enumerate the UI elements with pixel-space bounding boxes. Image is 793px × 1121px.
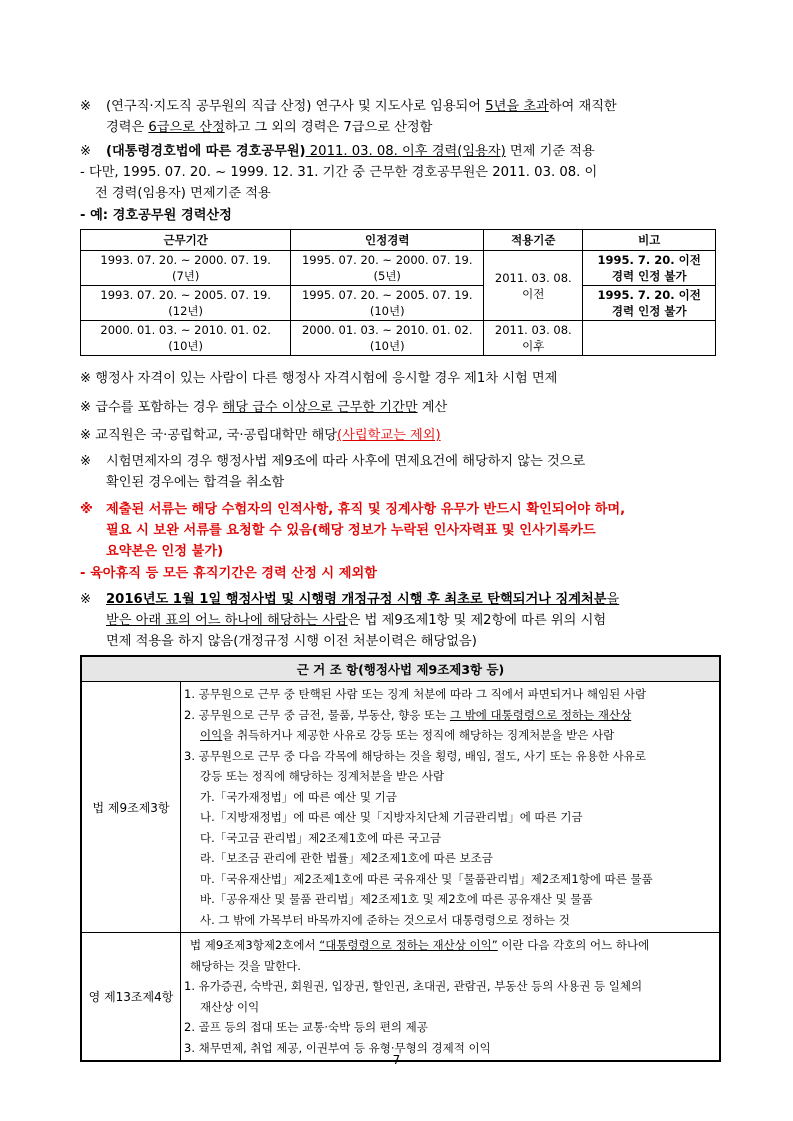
list-item-continued: 이익을 취득하거나 제공한 사유로 강등 또는 정직에 해당하는 징계처분을 받은 사람 [200,728,615,742]
period-cell: 2000. 01. 03. ~ 2010. 01. 02. (10년) [81,321,291,356]
note-leave-excluded: - 육아휴직 등 모든 휴직기간은 경력 산정 시 제외함 [80,566,377,581]
recognized-cell: 2000. 01. 03. ~ 2010. 01. 02. (10년) [291,321,484,356]
sub-item: 나.「지방재정법」에 따른 예산 및「지방자치단체 기금관리법」에 따른 기금 [200,810,583,824]
column-header: 인정경력 [291,230,484,251]
decree-article-label: 영 제13조제4항 [81,933,181,1062]
list-item: 3. 공무원으로 근무 중 다음 각목에 해당하는 것을 횡령, 배임, 절도, 사기 또는 유용한 사유로 [184,748,646,763]
note-researcher-grade: ※ (연구직·지도직 공무원의 직급 산정) 연구사 및 지도사로 임용되어 5년을 초과하여 재직한 경력은 6급으로 산정하고 그 외의 경력은 7급으로 산정함 [80,96,720,138]
note-pass-cancel: ※ 시험면제자의 경우 행정사법 제9조에 따라 사후에 면제요건에 해당하지 않는 것으로 확인된 경우에는 합격을 취소함 [80,451,720,493]
reference-mark: ※ [80,144,92,159]
list-item: 2. 골프 등의 접대 또는 교통·숙박 등의 편의 제공 [184,1020,428,1034]
note-security-officer: ※ (대통령경호법에 따른 경호공무원) 2011. 03. 08. 이후 경력(임용자) 면제 기준 적용 [80,141,720,162]
sub-item: 바.「공유재산 및 물품 관리법」제2조제1호 및 제2호에 따른 공유재산 및 물품 [200,892,593,906]
table-row [81,682,720,933]
example-title: - 예: 경호공무원 경력산정 [80,208,232,223]
decree-article-content [181,933,721,1062]
reference-mark: ※ [80,502,93,517]
remark-cell: 1995. 7. 20. 이전 경력 인정 불가 [583,251,716,286]
table-row [81,251,716,286]
sub-item: 다.「국고금 관리법」제2조제1호에 따른 국고금 [200,830,442,845]
list-item-continued: 재산상 이익 [200,999,260,1014]
column-header: 적용기준 [484,230,583,251]
note-security-exception-1: - 다만, 1995. 07. 20. ~ 1999. 12. 31. 기간 중 근무한 경호공무원은 2011. 03. 08. 이 [80,165,598,180]
table-header-row [81,230,716,251]
career-example-table [80,229,716,356]
period-cell: 1993. 07. 20. ~ 2000. 07. 19. (7년) [81,251,291,286]
period-cell: 1993. 07. 20. ~ 2005. 07. 19. (12년) [81,286,291,321]
list-item: 2. 공무원으로 근무 중 금전, 물품, 부동산, 향응 또는 그 밖에 대통령령으로 정하는 재산상 [184,707,632,722]
sub-item: 라.「보조금 관리에 관한 법률」제2조제1호에 따른 보조금 [200,851,493,865]
legal-basis-table [80,655,721,1062]
list-item: 1. 유가증권, 숙박권, 회원권, 입장권, 할인권, 초대권, 관람권, 부동산 등의 사용권 등 일체의 [184,979,643,993]
note-school-staff: ※ 교직원은 국·공립학교, 국·공립대학만 해당(사립학교는 제외) [80,428,441,443]
legal-basis-header: 근 거 조 항(행정사법 제9조제3항 등) [81,656,720,682]
sub-item: 가.「국가재정법」에 따른 예산 및 기금 [200,789,397,804]
law-article-label: 법 제9조제3항 [81,682,181,933]
table-row [81,933,720,1062]
list-item: 3. 채무면제, 취업 제공, 이권부여 등 유형·무형의 경제적 이익 [184,1040,491,1055]
decree-intro: 해당하는 것을 말한다. [190,958,301,973]
sub-item: 마.「국유재산법」제2조제1호에 따른 국유재산 및「물품관리법」제2조제1항에 따른 물품 [200,871,653,886]
standard-cell: 2011. 03. 08. 이후 [484,321,583,356]
table-row [81,286,716,321]
reference-mark: ※ [80,454,92,469]
note-grade-period: ※ 급수를 포함하는 경우 해당 급수 이상으로 근무한 기간만 계산 [80,400,448,415]
remark-cell: 1995. 7. 20. 이전 경력 인정 불가 [583,286,716,321]
column-header: 비고 [583,230,716,251]
remark-cell [583,321,716,356]
recognized-cell: 1995. 07. 20. ~ 2000. 07. 19. (5년) [291,251,484,286]
standard-cell: 2011. 03. 08. 이전 [484,251,583,321]
sub-item: 사. 그 밖에 가목부터 바목까지에 준하는 것으로서 대통령령으로 정하는 것 [200,912,570,927]
decree-intro: 법 제9조제3항제2호에서 “대통령령으로 정하는 재산상 이익” 이란 다음 각호의 어느 하나에 [190,938,650,952]
note-admin-exam-exemption: ※ 행정사 자격이 있는 사람이 다른 행정사 자격시험에 응시할 경우 제1차 시험 면제 [80,371,558,386]
column-header: 근무기간 [81,230,291,251]
recognized-cell: 1995. 07. 20. ~ 2005. 07. 19. (10년) [291,286,484,321]
list-item-continued: 강등 또는 정직에 해당하는 징계처분을 받은 사람 [200,769,445,783]
reference-mark: ※ [80,592,92,607]
table-header-row [81,656,720,682]
note-disciplinary-exclusion: ※ 2016년도 1월 1일 행정사법 및 시행령 개정규정 시행 후 최초로 탄핵되거나 징계처분을 받은 아래 표의 어느 하나에 해당하는 사람은 법 제9조제1항 및 제2항에 따른 위의 시험 면제 적용을 하지 않음(개정규정 시행 이전 처분이력은 해당없음) [80,589,720,652]
note-documents-required: ※ 제출된 서류는 해당 수험자의 인적사항, 휴직 및 징계사항 유무가 반드시 확인되어야 하며, 필요 시 보완 서류를 요청할 수 있음(해당 정보가 누락된 인사자력표 및 인사기록카드 요약본은 인정 불가) [80,499,720,562]
page-number: - 7 - [384,1053,409,1067]
law-article-content [181,682,721,933]
list-item: 1. 공무원으로 근무 중 탄핵된 사람 또는 징계 처분에 따라 그 직에서 파면되거나 해임된 사람 [184,687,647,701]
reference-mark: ※ [80,99,92,114]
table-row [81,321,716,356]
note-security-exception-2: 전 경력(임용자) 면제기준 적용 [95,186,271,201]
